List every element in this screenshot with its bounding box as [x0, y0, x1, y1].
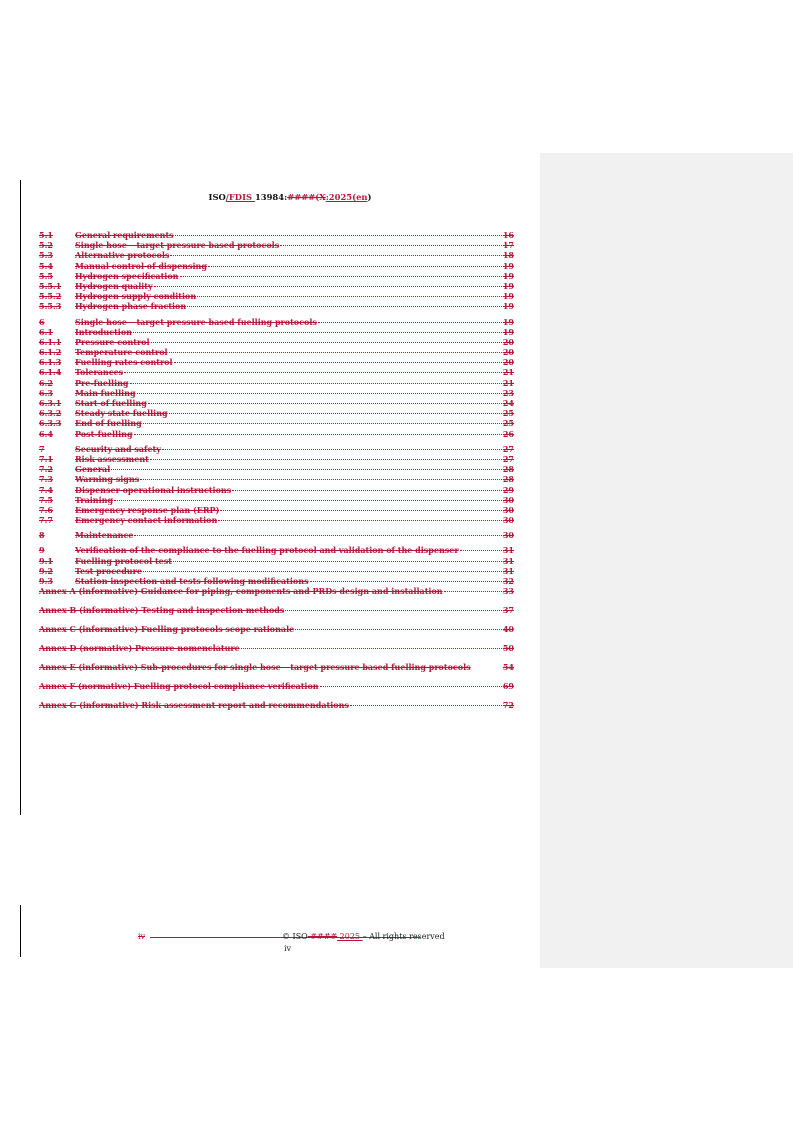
toc-dot-leader — [134, 434, 502, 435]
toc-entry-page: 16 — [502, 230, 514, 240]
toc-entry-number: 6.4 — [39, 428, 53, 439]
toc-entry-page: 29 — [502, 484, 514, 495]
toc-dot-leader — [208, 266, 502, 267]
toc-entry-page: 20 — [502, 357, 514, 368]
toc-dot-leader — [232, 490, 502, 491]
toc-entry-page: 19 — [502, 301, 514, 312]
toc-entry-page: 31 — [502, 565, 514, 576]
toc-dot-leader — [114, 500, 502, 501]
toc-dot-leader — [124, 372, 502, 373]
toc-entry-number: 5.2 — [39, 240, 53, 251]
toc-entry-title: Warning signs — [75, 474, 140, 485]
toc-entry[interactable] — [39, 230, 514, 240]
toc-entry-title: Training — [75, 494, 114, 505]
change-bar — [20, 180, 21, 815]
toc-entry-page: 30 — [502, 515, 514, 526]
toc-dot-leader — [169, 413, 502, 414]
toc-entry-title: General — [75, 464, 111, 475]
toc-annex-entry[interactable] — [39, 605, 514, 616]
toc-entry-title: General requirements — [75, 230, 174, 240]
toc-entry-page: 32 — [502, 576, 514, 586]
toc-entry[interactable] — [39, 576, 514, 586]
header-deletion-placeholder: ####(X — [287, 192, 326, 202]
toc-dot-leader — [143, 423, 502, 424]
toc-entry-title: Verification of the compliance to the fuelling protocol and validation of the dispenser — [75, 545, 459, 556]
toc-dot-leader — [320, 686, 502, 687]
toc-entry-page: 19 — [502, 260, 514, 271]
toc-entry-title: Hydrogen quality — [75, 280, 153, 291]
toc-entry-number: 6.3.1 — [39, 398, 62, 408]
toc-entry-page: 40 — [502, 624, 514, 635]
header-colon: : — [284, 192, 288, 202]
toc-entry-title: Pre-fuelling — [75, 377, 129, 388]
toc-entry-title: Introduction — [75, 326, 132, 337]
toc-dot-leader — [137, 393, 502, 394]
toc-entry[interactable] — [39, 530, 514, 540]
toc-entry-title: Risk assessment — [75, 453, 149, 464]
toc-dot-leader — [444, 591, 502, 592]
toc-entry[interactable] — [39, 429, 514, 439]
toc-entry[interactable] — [39, 515, 514, 525]
toc-entry-number: 6.1.4 — [39, 367, 62, 378]
toc-entry-title: Temperature control — [75, 347, 168, 358]
toc-entry-number: 9.2 — [39, 565, 53, 576]
toc-dot-leader — [151, 342, 502, 343]
toc-dot-leader — [170, 255, 501, 256]
toc-entry-number: 9.1 — [39, 555, 53, 566]
toc-dot-leader — [150, 459, 502, 460]
header-number: 13984 — [254, 192, 285, 202]
toc-entry-page: 20 — [502, 336, 514, 347]
toc-entry[interactable] — [39, 505, 514, 515]
toc-dot-leader — [148, 403, 502, 404]
toc-entry-number: 5.5.2 — [39, 291, 62, 302]
toc-entry-number: 6.1.3 — [39, 357, 62, 368]
toc-entry-title: Manual control of dispensing — [75, 260, 207, 271]
toc-entry-number: 5.5 — [39, 270, 53, 281]
toc-entry-page: 20 — [502, 347, 514, 358]
toc-entry-number: 9 — [39, 545, 45, 556]
toc-entry[interactable] — [39, 240, 514, 250]
toc-dot-leader — [187, 306, 502, 307]
toc-entry-number: 7.3 — [39, 474, 53, 485]
change-bar-footer — [20, 905, 21, 957]
toc-entry-number: 5.5.1 — [39, 280, 62, 291]
header-close: ) — [367, 192, 372, 202]
toc-entry-number: 7.1 — [39, 453, 53, 464]
toc-entry-title: Annex D (normative) Pressure nomenclature — [39, 643, 240, 654]
toc-entry-number: 6.3 — [39, 387, 53, 398]
toc-entry-title: Annex F (normative) Fuelling protocol compliance verification — [39, 681, 319, 692]
toc-entry[interactable] — [39, 388, 514, 398]
toc-entry-number: 6.1.2 — [39, 347, 62, 358]
toc-entry-title: Tolerances — [75, 367, 124, 378]
toc-entry-number: 7.4 — [39, 484, 53, 495]
toc-entry[interactable] — [39, 464, 514, 474]
toc-entry-page: 18 — [502, 250, 514, 261]
toc-entry-number: 7.6 — [39, 504, 53, 515]
toc-entry-page: 54 — [502, 662, 514, 673]
toc-entry-title: Maintenance — [75, 530, 134, 541]
toc-entry-number: 6.3.3 — [39, 418, 62, 429]
toc-entry-number: 8 — [39, 530, 45, 541]
toc-entry-number: 7 — [39, 443, 45, 454]
header-prefix: ISO — [208, 192, 226, 202]
toc-entry-title: Fuelling protocol test — [75, 555, 172, 566]
toc-dot-leader — [241, 648, 502, 649]
toc-entry-number: 9.3 — [39, 576, 53, 586]
toc-entry[interactable] — [39, 301, 514, 311]
toc-entry[interactable] — [39, 327, 514, 337]
toc-entry[interactable] — [39, 347, 514, 357]
toc-entry-page: 19 — [502, 270, 514, 281]
toc-entry-page: 27 — [502, 443, 514, 454]
toc-entry[interactable] — [39, 281, 514, 291]
toc-dot-leader — [133, 332, 502, 333]
toc-dot-leader — [180, 276, 502, 277]
toc-entry-title: Annex B (informative) Testing and inspection methods — [39, 605, 285, 616]
toc-entry-page: 33 — [502, 586, 514, 597]
toc-dot-leader — [162, 449, 502, 450]
toc-entry-title: Fuelling rates control — [75, 357, 173, 368]
toc-entry-number: 6.2 — [39, 377, 53, 388]
toc-entry-title: Annex E (informative) Sub-procedures for single hose – target pressure based fuelling protocols — [39, 662, 471, 673]
footer-page-number: iv — [284, 944, 292, 953]
toc-entry-title: Hydrogen phase fraction — [75, 301, 187, 312]
toc-annex-entry[interactable] — [39, 700, 514, 711]
toc-entry-number: 7.7 — [39, 515, 53, 526]
toc-entry[interactable] — [39, 408, 514, 418]
toc-dot-leader — [130, 383, 502, 384]
toc-dot-leader — [134, 535, 501, 536]
toc-dot-leader — [143, 571, 502, 572]
footer-rights-text: – All rights reserved — [362, 932, 445, 941]
toc-entry-page: 17 — [502, 240, 514, 251]
toc-dot-leader — [280, 245, 502, 246]
toc-entry[interactable] — [39, 250, 514, 260]
toc-entry-number: 7.5 — [39, 494, 53, 505]
toc-entry-title: End of fuelling — [75, 418, 142, 429]
toc-entry-page: 25 — [502, 418, 514, 429]
toc-entry[interactable] — [39, 261, 514, 271]
toc-dot-leader — [220, 510, 502, 511]
toc-entry-page: 28 — [502, 474, 514, 485]
toc-entry[interactable] — [39, 357, 514, 367]
toc-entry-page: 31 — [502, 555, 514, 566]
toc-entry-page: 25 — [502, 408, 514, 419]
toc-entry-number: 6.1.1 — [39, 336, 62, 347]
toc-annex-entry[interactable] — [39, 662, 514, 673]
toc-entry-page: 31 — [502, 545, 514, 556]
toc-dot-leader — [285, 610, 501, 611]
toc-dot-leader — [173, 561, 502, 562]
toc-dot-leader — [197, 296, 502, 297]
header-insertion-fdis: /FDIS — [225, 192, 255, 202]
toc-entry[interactable] — [39, 418, 514, 428]
toc-entry-page: 72 — [502, 700, 514, 711]
toc-annex-entry[interactable] — [39, 643, 514, 654]
toc-entry-page: 28 — [502, 464, 514, 475]
footer-deleted-page-number: iv — [138, 932, 146, 941]
toc-dot-leader — [111, 469, 502, 470]
footer-deleted-year: #### — [307, 932, 338, 941]
toc-entry-page: 19 — [502, 316, 514, 327]
toc-entry-number: 7.2 — [39, 464, 53, 475]
toc-entry[interactable] — [39, 337, 514, 347]
toc-entry-page: 21 — [502, 377, 514, 388]
toc-entry-page: 23 — [502, 387, 514, 398]
toc-entry-title: Hydrogen specification — [75, 270, 179, 281]
toc-annex-entry[interactable] — [39, 586, 514, 597]
toc-entry-page: 30 — [502, 504, 514, 515]
toc-entry[interactable] — [39, 378, 514, 388]
toc-entry-title: Security and safety — [75, 443, 161, 454]
toc-entry-title: Alternative protocols — [75, 250, 170, 261]
toc-entry-page: 27 — [502, 453, 514, 464]
toc-dot-leader — [218, 520, 502, 521]
footer-copyright — [282, 932, 445, 941]
table-of-contents — [39, 230, 514, 711]
toc-entry[interactable] — [39, 545, 514, 555]
toc-entry[interactable] — [39, 444, 514, 454]
toc-entry-title: Annex A (informative) Guidance for piping, components and PRDs design and installation — [39, 586, 443, 597]
toc-entry-title: Station inspection and tests following modifications — [75, 576, 309, 586]
toc-entry-page: 30 — [502, 494, 514, 505]
toc-entry[interactable] — [39, 495, 514, 505]
toc-entry[interactable] — [39, 317, 514, 327]
toc-dot-leader — [175, 235, 502, 236]
toc-dot-leader — [295, 629, 502, 630]
toc-entry-title: Post-fuelling — [75, 428, 133, 439]
toc-dot-leader — [169, 352, 502, 353]
toc-entry[interactable] — [39, 398, 514, 408]
footer-copyright-label: © ISO — [282, 932, 308, 941]
toc-dot-leader — [318, 322, 502, 323]
toc-entry-page: 26 — [502, 428, 514, 439]
toc-annex-entry[interactable] — [39, 624, 514, 635]
toc-dot-leader — [460, 550, 502, 551]
page-header — [60, 192, 520, 202]
toc-entry-title: Single hose – target pressure based fuelling protocols — [75, 316, 317, 327]
toc-entry-title: Hydrogen supply condition — [75, 291, 197, 302]
toc-entry[interactable] — [39, 367, 514, 377]
toc-entry-number: 6.3.2 — [39, 408, 62, 419]
toc-dot-leader — [174, 362, 502, 363]
toc-entry-title: Main fuelling — [75, 387, 136, 398]
toc-entry-number: 5.1 — [39, 230, 53, 240]
toc-entry-page: 37 — [502, 605, 514, 616]
toc-entry-title: Dispenser operational instructions — [75, 484, 232, 495]
toc-entry-title: Single hose – target pressure based protocols — [75, 240, 280, 251]
footer-inserted-year: 2025 — [337, 932, 363, 941]
toc-entry-page: 24 — [502, 398, 514, 408]
toc-entry[interactable] — [39, 566, 514, 576]
toc-entry-page: 50 — [502, 643, 514, 654]
toc-entry-number: 5.4 — [39, 260, 53, 271]
toc-entry-title: Emergency contact information — [75, 515, 218, 526]
comment-margin — [540, 153, 793, 968]
toc-entry-title: Pressure control — [75, 336, 150, 347]
toc-entry-title: Emergency response plan (ERP) — [75, 504, 220, 515]
toc-dot-leader — [310, 581, 502, 582]
toc-entry-page: 69 — [502, 681, 514, 692]
toc-entry-title: Test procedure — [75, 565, 142, 576]
toc-entry-page: 21 — [502, 367, 514, 378]
toc-entry-title: Steady state fuelling — [75, 408, 168, 419]
toc-dot-leader — [154, 286, 502, 287]
toc-entry[interactable] — [39, 474, 514, 484]
toc-entry[interactable] — [39, 291, 514, 301]
toc-entry-number: 5.5.3 — [39, 301, 62, 312]
toc-entry[interactable] — [39, 556, 514, 566]
toc-entry-title: Annex G (informative) Risk assessment report and recommendations — [39, 700, 349, 711]
toc-dot-leader — [350, 705, 502, 706]
toc-entry-number: 6 — [39, 316, 45, 327]
toc-entry-page: 19 — [502, 291, 514, 302]
toc-entry-page: 30 — [502, 530, 514, 541]
toc-entry-title: Annex C (informative) Fuelling protocols scope rationale — [39, 624, 295, 635]
toc-entry[interactable] — [39, 454, 514, 464]
toc-annex-entry[interactable] — [39, 681, 514, 692]
toc-entry-page: 19 — [502, 326, 514, 337]
toc-entry-page: 19 — [502, 280, 514, 291]
toc-entry[interactable] — [39, 271, 514, 281]
toc-entry[interactable] — [39, 485, 514, 495]
toc-entry-title: Start of fuelling — [75, 398, 147, 408]
toc-entry-number: 5.3 — [39, 250, 53, 261]
header-insertion-year: :2025(en — [325, 192, 368, 202]
toc-entry-number: 6.1 — [39, 326, 53, 337]
toc-dot-leader — [140, 479, 502, 480]
